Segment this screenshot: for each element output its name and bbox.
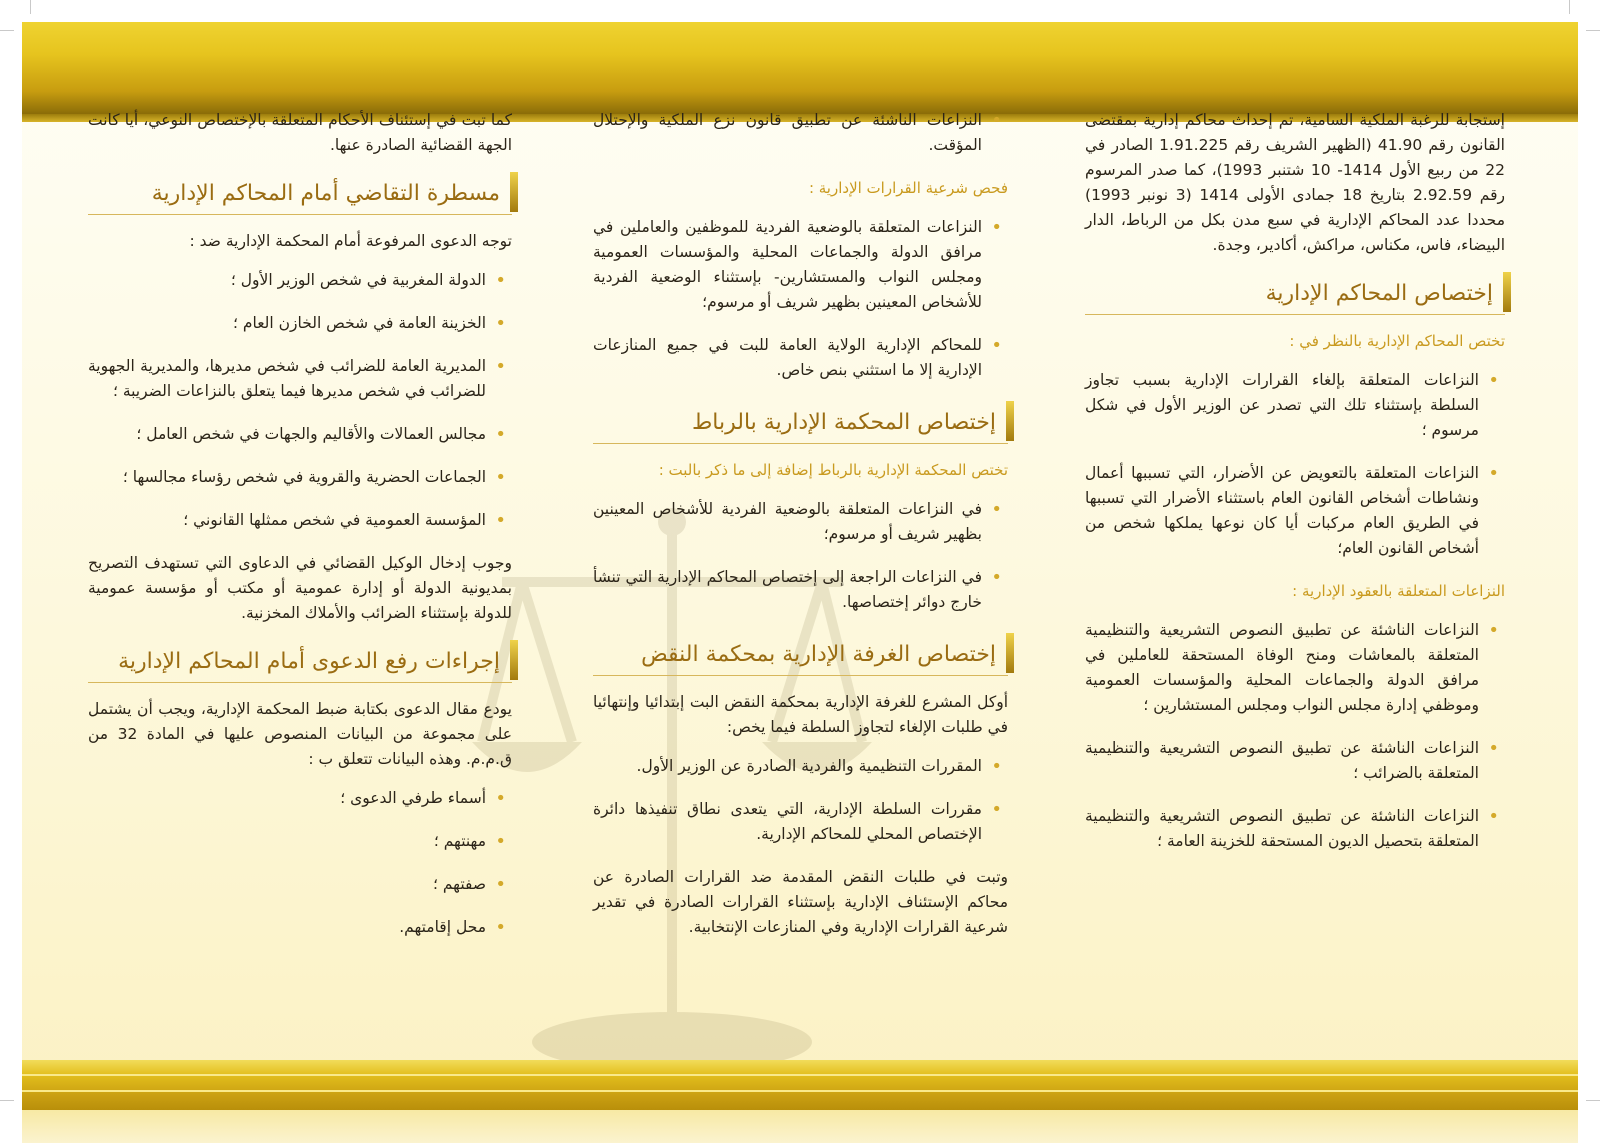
- paragraph: وتبت في طلبات النقض المقدمة ضد القرارات الصادرة عن محاكم الإستئناف الإدارية بإستثناء القرارات الصادرة في تقدير شرعية القرارات الإدارية وفي المنازعات الإنتخابية.: [593, 868, 1008, 936]
- bottom-gold-band: [22, 1060, 1578, 1110]
- intro-paragraph: إستجابة للرغبة الملكية السامية، تم إحداث محاكم إدارية بمقتضى القانون رقم 41.90 (الظهير الشريف رقم 1.91.225 الصادر في 22 من ربيع الأول 1414- 10 شتنبر 1993)، كما صدر المرسوم رقم 2.92.59 بتاريخ 18 جمادى الأولى 1414 (3 نونبر 1993) محددا عدد المحاكم الإدارية في سبع مدن بكل من الرباط، الدار البيضاء، فاس، مكناس، مراكش، أكادير، وجدة.: [1085, 111, 1505, 254]
- column-middle: [593, 108, 1008, 954]
- list-item: • محل إقامتهم.: [88, 915, 486, 940]
- bullet-list: [1085, 368, 1505, 561]
- paragraph: كما تبت في إستئناف الأحكام المتعلقة بالإختصاص النوعي، أيا كانت الجهة القضائية الصادرة عنها.: [88, 111, 512, 154]
- list-item: • أسماء طرفي الدعوى ؛: [88, 786, 486, 811]
- section-heading: إختصاص المحاكم الإدارية: [1085, 272, 1505, 315]
- crop-mark: [1586, 30, 1600, 31]
- list-item: • مهنتهم ؛: [88, 829, 486, 854]
- section-subheading: النزاعات المتعلقة بالعقود الإدارية :: [1292, 582, 1505, 600]
- list-item: • صفتهم ؛: [88, 872, 486, 897]
- list-item: • النزاعات المتعلقة بالوضعية الفردية للموظفين والعاملين في مرافق الدولة والجماعات المحلية والمؤسسات العمومية ومجلس النواب والمستشارين- بإستثناء الوضعية الفردية للأشخاص المعينين بظهير شريف أو مرسوم؛: [593, 215, 982, 315]
- crop-mark: [0, 30, 14, 31]
- paragraph: توجه الدعوى المرفوعة أمام المحكمة الإدارية ضد :: [189, 232, 512, 250]
- crop-mark: [1569, 0, 1570, 14]
- section-heading: مسطرة التقاضي أمام المحاكم الإدارية: [88, 172, 512, 215]
- section-subheading: فحص شرعية القرارات الإدارية :: [808, 179, 1008, 197]
- crop-mark: [1586, 1100, 1600, 1101]
- bullet-list: [88, 786, 512, 940]
- section-heading: إجراءات رفع الدعوى أمام المحاكم الإدارية: [88, 640, 512, 683]
- list-item: • المقررات التنظيمية والفردية الصادرة عن الوزير الأول.: [593, 754, 982, 779]
- bullet-list: [1085, 618, 1505, 854]
- list-item: • النزاعات المتعلقة بإلغاء القرارات الإدارية بسبب تجاوز السلطة بإستثناء تلك التي تصدر عن الوزير الأول في شكل مرسوم ؛: [1085, 368, 1479, 443]
- bullet-list: [593, 754, 1008, 847]
- column-right: [1085, 108, 1505, 872]
- bullet-list: [593, 497, 1008, 615]
- section-heading: إختصاص المحكمة الإدارية بالرباط: [593, 401, 1008, 444]
- list-item: • النزاعات الناشئة عن تطبيق النصوص التشريعية والتنظيمية المتعلقة بتحصيل الديون المستحقة للخزينة العامة ؛: [1085, 804, 1479, 854]
- section-heading: إختصاص الغرفة الإدارية بمحكمة النقض: [593, 633, 1008, 676]
- section-subheading: تختص المحكمة الإدارية بالرباط إضافة إلى ما ذكر بالبت :: [658, 461, 1008, 479]
- list-item: • مقررات السلطة الإدارية، التي يتعدى نطاق تنفيذها دائرة الإختصاص المحلي للمحاكم الإدارية.: [593, 797, 982, 847]
- paragraph: أوكل المشرع للغرفة الإدارية بمحكمة النقض البت إبتدائيا وإنتهائيا في طلبات الإلغاء لتجاوز السلطة فيما يخص:: [593, 693, 1008, 736]
- list-item: • المؤسسة العمومية في شخص ممثلها القانوني ؛: [88, 508, 486, 533]
- list-item: • الجماعات الحضرية والقروية في شخص رؤساء مجالسها ؛: [88, 465, 486, 490]
- list-item: • النزاعات الناشئة عن تطبيق النصوص التشريعية والتنظيمية المتعلقة بالمعاشات ومنح الوفاة المستحقة للعاملين في مرافق الدولة والجماعات المحلية والمؤسسات العمومية وموظفي إدارة مجلس النواب ومجلس المستشارين ؛: [1085, 618, 1479, 718]
- list-item: • المديرية العامة للضرائب في شخص مديرها، والمديرية الجهوية للضرائب في شخص مديرها فيما يتعلق بالنزاعات الضريبة ؛: [88, 354, 486, 404]
- list-item: • في النزاعات الراجعة إلى إختصاص المحاكم الإدارية التي تنشأ خارج دوائر إختصاصها.: [593, 565, 982, 615]
- list-item: • النزاعات المتعلقة بالتعويض عن الأضرار، التي تسببها أعمال ونشاطات أشخاص القانون العام باستثناء الأضرار التي تسببها في الطريق العام مركبات أيا كان نوعها يملكها شخص من أشخاص القانون العام؛: [1085, 461, 1479, 561]
- list-item: • الخزينة العامة في شخص الخازن العام ؛: [88, 311, 486, 336]
- bottom-pale-strip: [22, 1110, 1578, 1143]
- bullet-list: [593, 215, 1008, 383]
- paragraph: يودع مقال الدعوى بكتابة ضبط المحكمة الإدارية، ويجب أن يشتمل على مجموعة من البيانات المنصوص عليها في المادة 32 من ق.م.م. وهذه البيانات تتعلق ب :: [88, 700, 513, 768]
- bullet-list: [88, 268, 512, 533]
- list-item: • مجالس العمالات والأقاليم والجهات في شخص العامل ؛: [88, 422, 486, 447]
- top-gold-band: [22, 22, 1578, 114]
- bullet-list: [593, 108, 1008, 158]
- crop-mark: [0, 1100, 14, 1101]
- list-item: • في النزاعات المتعلقة بالوضعية الفردية للأشخاص المعينين بظهير شريف أو مرسوم؛: [593, 497, 982, 547]
- paragraph: وجوب إدخال الوكيل القضائي في الدعاوى التي تستهدف التصريح بمديونية الدولة أو إدارة عمومية أو مكتب أو مؤسسة عمومية للدولة بإستثناء الضرائب والأملاك المخزنية.: [88, 554, 512, 622]
- list-item: • النزاعات الناشئة عن تطبيق النصوص التشريعية والتنظيمية المتعلقة بالضرائب ؛: [1085, 736, 1479, 786]
- list-item: • النزاعات الناشئة عن تطبيق قانون نزع الملكية والإحتلال المؤقت.: [593, 108, 982, 158]
- list-item: • الدولة المغربية في شخص الوزير الأول ؛: [88, 268, 486, 293]
- list-item: • للمحاكم الإدارية الولاية العامة للبت في جميع المنازعات الإدارية إلا ما استثني بنص خاص.: [593, 333, 982, 383]
- column-left: [88, 108, 512, 958]
- crop-mark: [30, 0, 31, 14]
- section-subheading: تختص المحاكم الإدارية بالنظر في :: [1289, 332, 1505, 350]
